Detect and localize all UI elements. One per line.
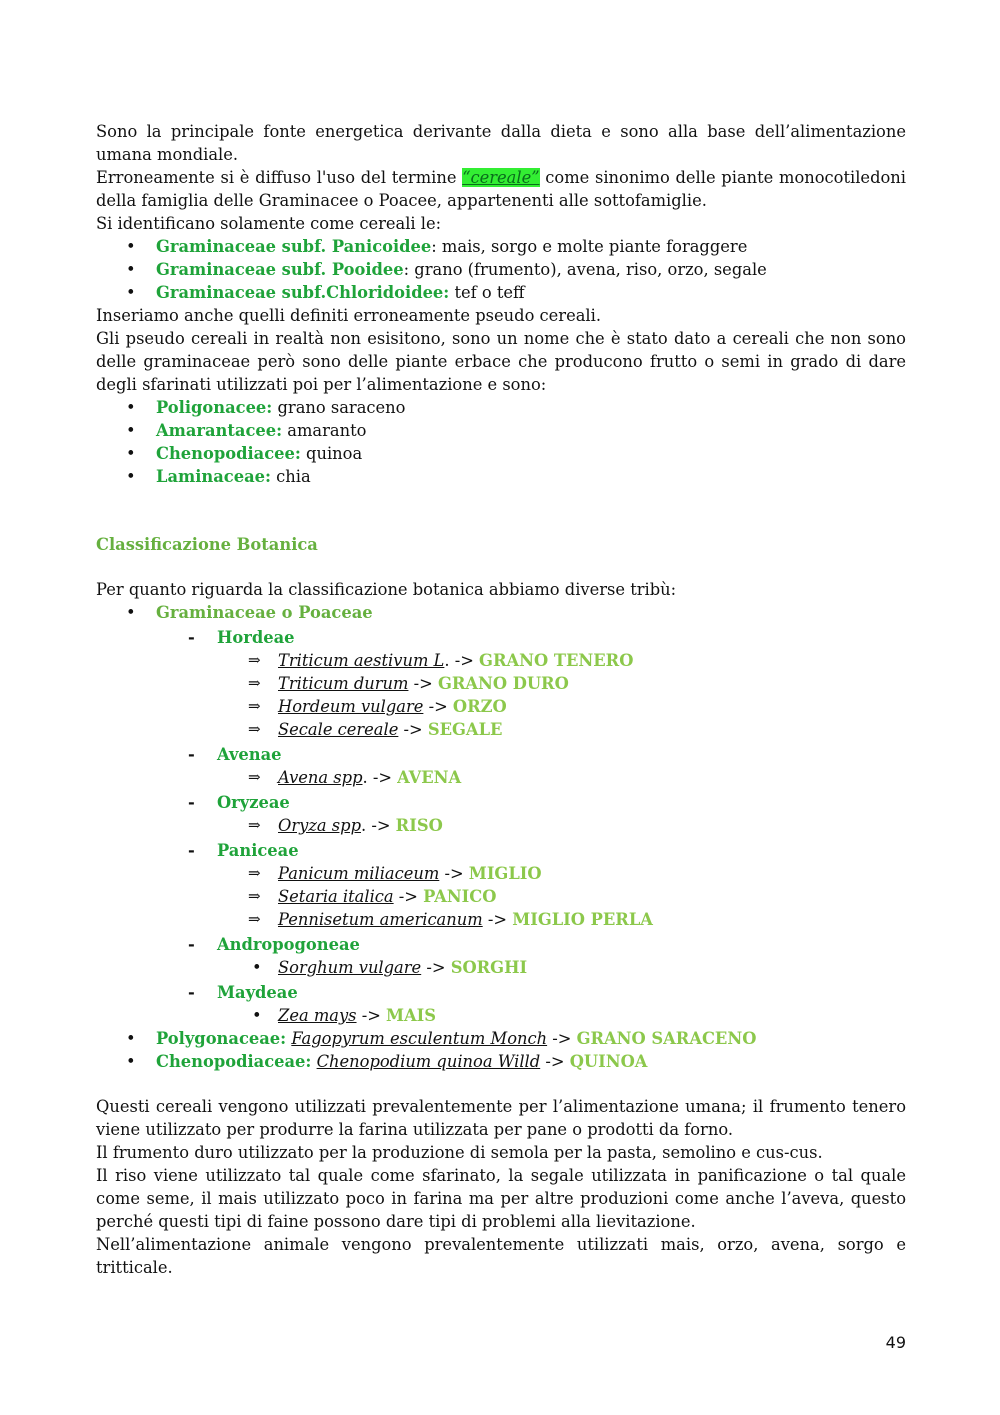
species-item	[96, 695, 906, 718]
arrow-text: ->	[393, 887, 424, 906]
list-item	[96, 419, 906, 442]
arrow-text: ->	[540, 1052, 570, 1071]
arrow-text: ->	[482, 910, 513, 929]
family-name: Chenopodiaceae:	[156, 1052, 312, 1071]
cereals-list	[96, 235, 906, 304]
tribe-item	[96, 743, 906, 766]
common-name: ORZO	[452, 697, 507, 716]
outro-paragraph-2: Il frumento duro utilizzato per la produzione di semola per la pasta, semolino e cus-cus.	[96, 1143, 823, 1162]
family-name: Graminaceae o Poaceae	[156, 603, 373, 622]
list-item	[96, 258, 906, 281]
species-item	[96, 672, 906, 695]
species-name: Triticum durum	[278, 674, 409, 693]
species-name: Avena spp	[278, 768, 363, 787]
text-run: come sinonimo delle piante monocotiledoni della famiglia delle Graminacee o Poacee, appartenenti alle sottofamiglie.	[96, 168, 906, 210]
list-item-desc: : grano (frumento), avena, riso, orzo, segale	[403, 260, 767, 279]
intro-paragraph-3: Si identificano solamente come cereali le:	[96, 214, 442, 233]
tribe-item	[96, 839, 906, 862]
arrow-text: . ->	[361, 816, 396, 835]
common-name: QUINOA	[569, 1052, 648, 1071]
list-item-desc: : mais, sorgo e molte piante foraggere	[431, 237, 748, 256]
arrow-text: ->	[421, 958, 451, 977]
intro-paragraph-1: Sono la principale fonte energetica derivante dalla dieta e sono alla base dell’alimentazione umana mondiale.	[96, 122, 906, 164]
outro-paragraph-3: Il riso viene utilizzato tal quale come sfarinato, la segale utilizzata in panificazione o tal quale come seme, il mais utilizzato poco in farina ma per altre produzioni come anche l’aveva, questo perché questi tipi di faine possono dare tipi di problemi alla lievitazione.	[96, 1166, 906, 1231]
section-intro: Per quanto riguarda la classificazione botanica abbiamo diverse tribù:	[96, 580, 677, 599]
common-name: SEGALE	[427, 720, 503, 739]
species-name: Secale cereale	[278, 720, 399, 739]
arrow-text: ->	[439, 864, 469, 883]
common-name: MIGLIO	[468, 864, 542, 883]
common-name: SORGHI	[450, 958, 528, 977]
tribe-name: Andropogoneae	[217, 935, 360, 954]
page-number: 49	[885, 1333, 906, 1352]
list-item-term: Graminaceae subf. Panicoidee	[156, 237, 432, 256]
text-run: Erroneamente si è diffuso l'uso del termine	[96, 168, 463, 187]
species-name: Hordeum vulgare	[278, 697, 424, 716]
common-name: PANICO	[423, 887, 497, 906]
species-name: Setaria italica	[278, 887, 394, 906]
family-item	[96, 1027, 906, 1050]
tribe-item	[96, 626, 906, 649]
arrow-text: ->	[398, 720, 428, 739]
species-item	[96, 908, 906, 931]
species-item	[96, 718, 906, 741]
list-item-term: Amarantacee:	[156, 421, 283, 440]
family-item	[96, 601, 906, 624]
intro-paragraph-5: Gli pseudo cereali in realtà non esisitono, sono un nome che è stato dato a cereali che non sono delle graminaceae però sono delle piante erbace che producono frutto o semi in grado di dare degli sfarinati utilizzati poi per l’alimentazione e sono:	[96, 329, 906, 394]
intro-paragraph-2	[96, 166, 906, 212]
list-item	[96, 281, 906, 304]
pseudo-cereals-list	[96, 396, 906, 488]
intro-paragraph-4: Inseriamo anche quelli definiti erroneamente pseudo cereali.	[96, 306, 602, 325]
species-name: Pennisetum americanum	[278, 910, 483, 929]
list-item-term: Laminaceae:	[156, 467, 271, 486]
species-item	[96, 814, 906, 837]
arrow-text: ->	[408, 674, 438, 693]
common-name: MIGLIO PERLA	[512, 910, 653, 929]
section-heading: Classificazione Botanica	[96, 535, 318, 554]
list-item-term: Chenopodiacee:	[156, 444, 301, 463]
species-name: Panicum miliaceum	[278, 864, 440, 883]
arrow-text: . ->	[362, 768, 398, 787]
tribe-item	[96, 933, 906, 956]
family-name: Polygonaceae:	[156, 1029, 287, 1048]
species-name: Triticum aestivum L	[278, 651, 445, 670]
list-item	[96, 465, 906, 488]
common-name: RISO	[395, 816, 443, 835]
list-item	[96, 235, 906, 258]
arrow-text: ->	[356, 1006, 387, 1025]
species-name: Chenopodium quinoa Willd	[316, 1052, 541, 1071]
list-item-term: Graminaceae subf.Chloridoidee:	[156, 283, 450, 302]
list-item-term: Graminaceae subf. Pooidee	[156, 260, 404, 279]
outro-paragraph-4: Nell’alimentazione animale vengono prevalentemente utilizzati mais, orzo, avena, sorgo e tritticale.	[96, 1235, 906, 1277]
species-item	[96, 766, 906, 789]
species-name: Zea mays	[278, 1006, 357, 1025]
species-item	[96, 1004, 906, 1027]
tribe-item	[96, 791, 906, 814]
species-name: Oryza spp	[278, 816, 361, 835]
tribe-name: Paniceae	[217, 841, 299, 860]
highlighted-term: “cereale”	[462, 168, 540, 187]
tribe-name: Avenae	[217, 745, 282, 764]
outro-paragraph-1: Questi cereali vengono utilizzati prevalentemente per l’alimentazione umana; il frumento tenero viene utilizzato per produrre la farina utilizzata per pane o prodotti da forno.	[96, 1097, 906, 1139]
arrow-text: . ->	[444, 651, 480, 670]
list-item-desc: amaranto	[282, 421, 367, 440]
family-item	[96, 1050, 906, 1073]
list-item	[96, 442, 906, 465]
species-item	[96, 649, 906, 672]
tribe-item	[96, 981, 906, 1004]
common-name: GRANO DURO	[437, 674, 569, 693]
list-item	[96, 396, 906, 419]
tribe-name: Oryzeae	[217, 793, 290, 812]
document-body	[96, 120, 906, 1279]
list-item-desc: quinoa	[300, 444, 363, 463]
common-name: AVENA	[397, 768, 462, 787]
species-name: Sorghum vulgare	[278, 958, 422, 977]
list-item-desc: chia	[271, 467, 311, 486]
common-name: GRANO SARACENO	[576, 1029, 757, 1048]
tribe-name: Hordeae	[217, 628, 295, 647]
species-item	[96, 956, 906, 979]
arrow-text: ->	[547, 1029, 577, 1048]
species-name: Fagopyrum esculentum Monch	[291, 1029, 548, 1048]
list-item-term: Poligonacee:	[156, 398, 273, 417]
list-item-desc: tef o teff	[449, 283, 525, 302]
species-item	[96, 885, 906, 908]
species-item	[96, 862, 906, 885]
classification-tree	[96, 601, 906, 1073]
common-name: GRANO TENERO	[479, 651, 634, 670]
common-name: MAIS	[386, 1006, 437, 1025]
tribe-name: Maydeae	[217, 983, 298, 1002]
list-item-desc: grano saraceno	[272, 398, 406, 417]
arrow-text: ->	[423, 697, 453, 716]
